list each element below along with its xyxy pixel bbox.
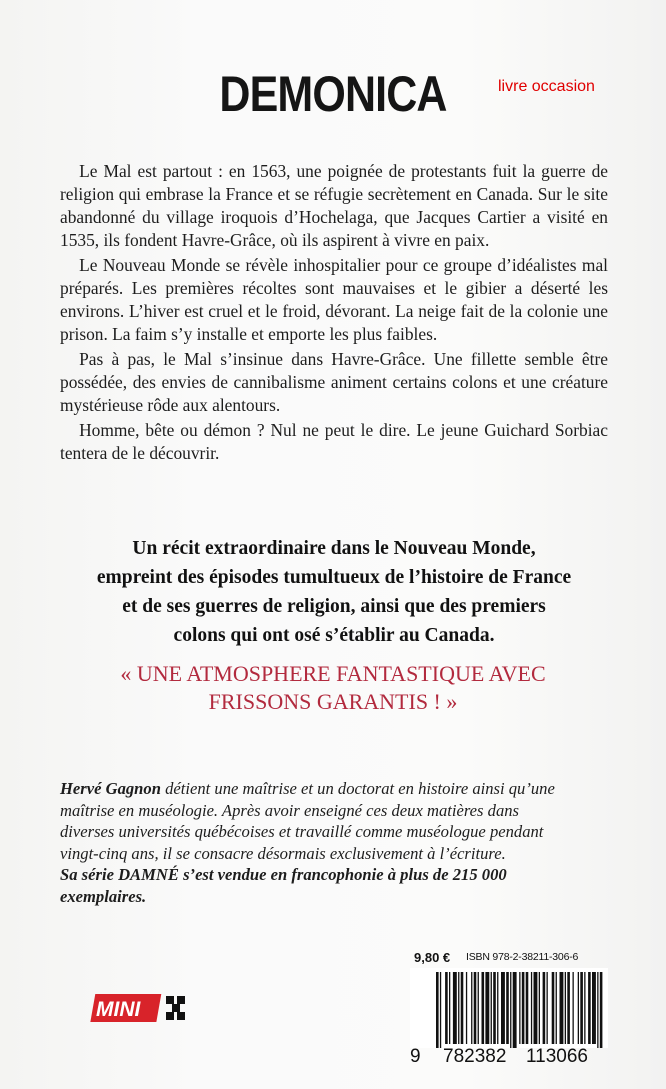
barcode-digits-right: 113066: [526, 1046, 588, 1067]
barcode-bar: [458, 972, 459, 1044]
synopsis: [60, 160, 608, 465]
barcode-bar: [519, 972, 520, 1044]
barcode-bar: [597, 972, 598, 1048]
barcode-bar: [522, 972, 525, 1044]
synopsis-paragraph: Le Nouveau Monde se révèle inhospitalier pour ce groupe d’idéalistes mal préparés. Les premières récoltes sont mauvaises et le gibier a déserté les environs. L’hiver est cruel et le froid, dévorant. La neige fait de la colonie une prison. La faim s’y installe et emporte les plus faibles.: [60, 255, 608, 344]
barcode-bar: [478, 972, 479, 1044]
used-book-label: livre occasion: [498, 78, 595, 95]
barcode-bar: [567, 972, 570, 1044]
barcode-bar: [539, 972, 540, 1044]
author-bio-line: vingt-cinq ans, il se consacre désormais exclusivement à l’écriture.: [60, 843, 506, 863]
book-title: DEMONICA: [219, 66, 447, 122]
barcode-bar: [580, 972, 583, 1044]
barcode-bar: [552, 972, 555, 1044]
barcode-bar: [543, 972, 546, 1044]
tagline-line: colons qui ont osé s’établir au Canada.: [173, 625, 495, 646]
publisher-logo-text: MINI: [96, 998, 141, 1021]
barcode-bar: [560, 972, 564, 1044]
barcode-bar: [482, 972, 485, 1044]
author-bio-line: diverses universités québécoises et travaillé comme muséologue pendant: [60, 822, 544, 841]
author-bio-text: détient une maîtrise et un doctorat en histoire ainsi qu’une: [160, 779, 555, 798]
barcode: [410, 968, 608, 1048]
press-quote-line: FRISSONS GARANTIS ! »: [208, 689, 458, 714]
author-bio-line: Sa série DAMNÉ s’est vendue en francophonie à plus de 215 000: [60, 865, 507, 884]
barcode-bar: [474, 972, 477, 1044]
barcode-bar: [600, 972, 603, 1048]
barcode-bar: [531, 972, 532, 1044]
barcode-bar: [491, 972, 492, 1044]
barcode-digit-first: 9: [410, 1046, 421, 1067]
barcode-bar: [501, 972, 505, 1044]
barcode-bar: [449, 972, 450, 1044]
tagline-line: empreint des épisodes tumultueux de l’histoire de France: [96, 567, 572, 588]
tagline-line: et de ses guerres de religion, ainsi que des premiers: [122, 596, 546, 617]
barcode-bar: [436, 972, 439, 1048]
author-bio-line: [60, 778, 608, 800]
barcode-bar: [506, 972, 509, 1044]
author-bio-line: exemplaires.: [60, 886, 147, 906]
barcode-bar: [493, 972, 496, 1044]
synopsis-paragraph: Homme, bête ou démon ? Nul ne peut le dire. Le jeune Guichard Sorbiac tentera de le découvrir.: [60, 420, 608, 463]
barcode-bar: [556, 972, 557, 1044]
barcode-bar: [510, 972, 511, 1048]
barcode-bar: [573, 972, 574, 1044]
publisher-logo: [88, 990, 188, 1024]
barcode-bar: [471, 972, 472, 1044]
barcode-bar: [440, 972, 441, 1048]
barcode-bar: [445, 972, 448, 1044]
author-bio: [60, 778, 608, 907]
barcode-bar: [534, 972, 538, 1044]
barcode-bar: [584, 972, 585, 1044]
synopsis-paragraph: Pas à pas, le Mal s’insinue dans Havre-Grâce. Une fillette semble être possédée, des envies de cannibalisme animent certains colons et une créature mystérieuse rôde aux alentours.: [60, 349, 608, 415]
barcode-bar: [461, 972, 464, 1044]
barcode-bar: [513, 972, 517, 1048]
barcode-bar: [497, 972, 498, 1044]
price: 9,80 €: [414, 950, 451, 965]
barcode-bar: [588, 972, 591, 1044]
barcode-bar: [466, 972, 467, 1044]
barcode-bar: [485, 972, 489, 1044]
barcode-bar: [565, 972, 566, 1044]
tagline-line: Un récit extraordinaire dans le Nouveau Monde,: [132, 538, 536, 559]
barcode-digits-left: 782382: [443, 1046, 507, 1067]
press-quote-line: « UNE ATMOSPHERE FANTASTIQUE AVEC: [120, 661, 546, 686]
synopsis-paragraph: Le Mal est partout : en 1563, une poignée de protestants fuit la guerre de religion qui embrase la France et se réfugie secrètement en Canada. Sur le site abandonné du village iroquois d’Hochelaga, que Jacques Cartier a visité en 1535, ils fondent Havre-Grâce, où ils aspirent à vivre en paix.: [60, 161, 608, 250]
barcode-bar: [526, 972, 529, 1044]
barcode-bar: [592, 972, 596, 1044]
tagline: [60, 534, 608, 650]
press-quote: [30, 660, 636, 716]
barcode-bar: [578, 972, 579, 1044]
author-name: Hervé Gagnon: [60, 779, 161, 798]
author-bio-line: maîtrise en muséologie. Après avoir enseigné ces deux matières dans: [60, 800, 520, 820]
barcode-bar: [547, 972, 548, 1044]
isbn: ISBN 978-2-38211-306-6: [466, 951, 579, 963]
barcode-bar: [453, 972, 457, 1044]
